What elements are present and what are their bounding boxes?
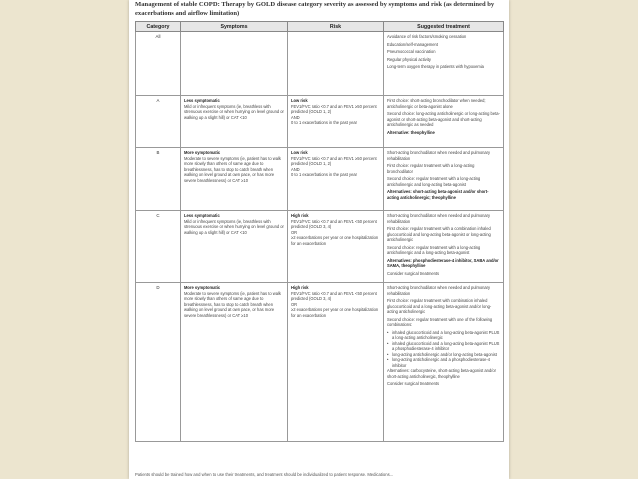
symptoms-text: Less symptomatic (184, 213, 220, 218)
risk-text: OR (291, 301, 298, 307)
treatment-text: Second choice: regular treatment with a long-acting anticholinergic and long-acting beta-agonist (387, 176, 481, 187)
header-risk: Risk (288, 22, 384, 32)
table-header-row (136, 22, 504, 32)
header-suggested-treatment: Suggested treatment (384, 22, 504, 32)
treatment-text: Short-acting bronchodilator when needed and pulmonary rehabilitation (387, 213, 491, 224)
table-row (136, 32, 504, 96)
risk-text: ≥2 exacerbations per year or one hospitalization for an exacerbation (291, 235, 379, 246)
table-row (136, 148, 504, 211)
risk-text: AND (291, 114, 300, 120)
treatment-text: Second choice: regular treatment with one of the following combinations: (387, 316, 493, 327)
treatment-text: First choice: regular treatment with a long-acting bronchodilator (387, 163, 475, 174)
category-cell: All (136, 32, 181, 96)
symptoms-text: Mild or infrequent symptoms (ie, breathless with strenuous exercise or when hurrying on level ground or walking up a slight hill) or CAT <10 (184, 218, 284, 235)
risk-cell (288, 148, 384, 211)
risk-text: Low risk (291, 150, 308, 155)
risk-text: FEV1/FVC ratio <0.7 and an FEV1 ≥50 percent predicted (GOLD 1, 2) (291, 155, 377, 166)
table-row (136, 211, 504, 283)
treatment-text: Alternatives: carbocysteine, short-acting beta-agonist and/or short-acting anticholinergic, theophylline (387, 368, 496, 379)
category-cell: B (136, 148, 181, 211)
table-footnote: Patients should be trained how and when to use their treatments, and treatment should be individualized to patient response. Medications... (135, 472, 394, 477)
risk-text: OR (291, 229, 298, 235)
treatment-text: First choice: regular treatment with a combination inhaled glucocorticoid and long-acting beta-agonist or long-acting anticholinergic (387, 226, 491, 242)
risk-text: Low risk (291, 98, 308, 103)
risk-text: High risk (291, 213, 309, 218)
header-symptoms: Symptoms (181, 22, 288, 32)
treatment-text: First choice: short-acting bronchodilator when needed; anticholinergic or beta-agonist alone (387, 98, 486, 109)
symptoms-text: More symptomatic (184, 150, 221, 155)
treatment-text: Consider surgical treatments (387, 270, 440, 276)
category-cell: C (136, 211, 181, 283)
treatment-text: First choice: regular treatment with combination inhaled glucocorticoid and a long-acting beta-agonist and/or long-acting anticholinergic (387, 298, 492, 314)
treatment-table (135, 21, 504, 442)
risk-text: FEV1/FVC ratio <0.7 and an FEV1 ≥50 percent predicted (GOLD 1, 2) (291, 103, 377, 114)
spacer (387, 387, 500, 389)
treatment-text: • inhaled glucocorticoid and a long-acting beta-agonist PLUS a phosphodiesterase-4 inhibitor (387, 341, 500, 352)
treatment-text: Long-term oxygen therapy in patients with hypoxemia (387, 64, 484, 69)
symptoms-cell (181, 96, 288, 148)
symptoms-text: Less symptomatic (184, 98, 220, 103)
treatment-text: Pneumococcal vaccination (387, 49, 436, 54)
spacer (387, 276, 500, 278)
symptoms-cell (181, 211, 288, 283)
risk-text: 0 to 1 exacerbations in the past year (291, 172, 357, 177)
treatment-text: • inhaled glucocorticoid and a long-acting beta-agonist PLUS a long-acting anticholinergic (387, 330, 500, 341)
treatment-cell (384, 32, 504, 96)
category-cell: A (136, 96, 181, 148)
treatment-cell (384, 96, 504, 148)
treatment-text: Second choice: long-acting anticholinergic or long-acting beta-agonist or short-acting beta-agonist and short-acting anticholinergic as needed (387, 111, 500, 127)
symptoms-text: More symptomatic (184, 285, 221, 290)
treatment-text: Alternative: theophylline (387, 129, 435, 135)
risk-text: 0 to 1 exacerbations in the past year (291, 120, 357, 125)
risk-cell (288, 283, 384, 442)
treatment-text: Second choice: regular treatment with a long-acting anticholinergic and a long-acting beta-agonist (387, 244, 481, 255)
risk-text: ≥2 exacerbations per year or one hospitalization for an exacerbation (291, 307, 379, 318)
document-page (129, 0, 509, 479)
risk-text: FEV1/FVC ratio <0.7 and an FEV1 <50 percent predicted (GOLD 3, 4) (291, 218, 377, 229)
symptoms-cell (181, 148, 288, 211)
spacer (387, 70, 500, 72)
table-row (136, 283, 504, 442)
risk-text: High risk (291, 285, 309, 290)
category-cell: D (136, 283, 181, 442)
treatment-cell (384, 148, 504, 211)
treatment-text: Alternatives: phosphodiesterase-4 inhibitor, SABA and/or SAMA, theophylline (387, 257, 499, 268)
risk-cell (288, 32, 384, 96)
treatment-text: Consider surgical treatments (387, 381, 440, 386)
treatment-text: Avoidance of risk factors/smoking cessation (387, 34, 467, 39)
treatment-text: Education/self-management (387, 41, 438, 47)
treatment-text: • long-acting anticholinergic and a phosphodiesterase-4 inhibitor (387, 357, 500, 368)
treatment-text: Regular physical activity (387, 56, 431, 62)
spacer (387, 135, 500, 137)
header-category: Category (136, 22, 181, 32)
treatment-text: Short-acting bronchodilator when needed and pulmonary rehabilitation (387, 285, 491, 296)
symptoms-cell (181, 283, 288, 442)
treatment-cell (384, 211, 504, 283)
treatment-cell (384, 283, 504, 442)
treatment-text: Short-acting bronchodilator when needed and pulmonary rehabilitation (387, 150, 491, 161)
risk-cell (288, 96, 384, 148)
symptoms-text: Moderate to severe symptoms (ie, patient has to walk more slowly than others of same age due to breathlessness, has to stop to catch breath when walking on level ground at own pace, or has more severe breathlessness) or CAT ≥10 (184, 155, 281, 183)
symptoms-text: Mild or infrequent symptoms (ie, breathless with strenuous exercise or when hurrying on level ground or walking up a slight hill) or CAT <10 (184, 103, 284, 120)
document-title: Management of stable COPD: Therapy by GOLD disease category severity as assessed by symptoms and risk (as determined by exacerbations and airflow limitation) (135, 1, 495, 17)
table-row (136, 96, 504, 148)
risk-text: AND (291, 166, 300, 172)
treatment-text: Alternatives: short-acting beta-agonist and/or short-acting anticholinergic; theophylline (387, 189, 489, 200)
spacer (387, 200, 500, 202)
treatment-text: • long-acting anticholinergic and/or long-acting beta-agonist (387, 352, 500, 358)
risk-text: FEV1/FVC ratio <0.7 and an FEV1 <50 percent predicted (GOLD 3, 4) (291, 290, 377, 301)
symptoms-cell (181, 32, 288, 96)
risk-cell (288, 211, 384, 283)
symptoms-text: Moderate to severe symptoms (ie, patient has to walk more slowly than others of same age due to breathlessness, has to stop to catch breath when walking on level ground at own pace, or has more severe breathlessness) or CAT ≥10 (184, 290, 281, 318)
